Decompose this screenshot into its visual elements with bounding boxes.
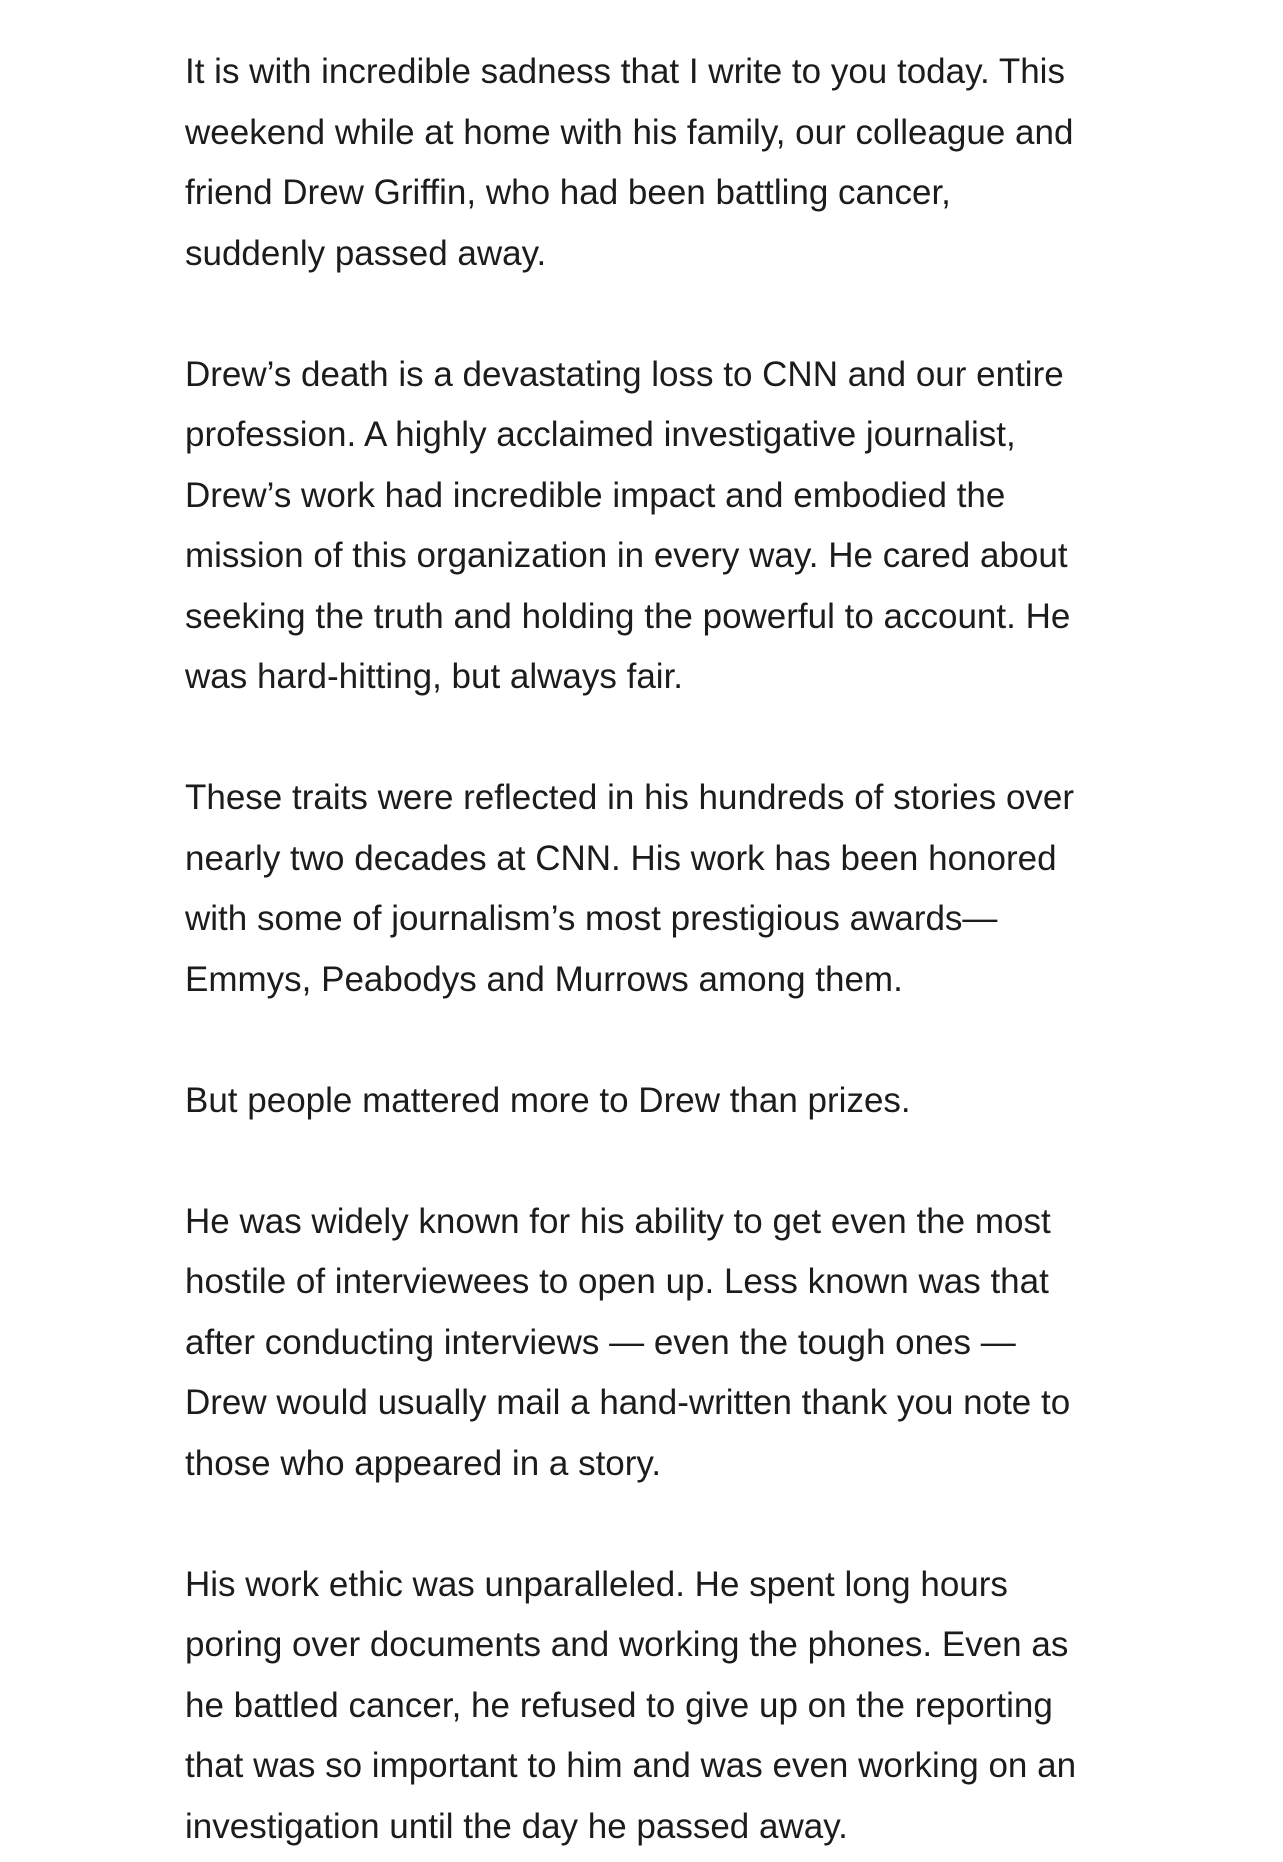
text-line: Drew would usually mail a hand-written thank you note to: [185, 1383, 1071, 1422]
paragraph-1: [185, 42, 1125, 284]
text-line: profession. A highly acclaimed investigative journalist,: [185, 415, 1016, 454]
text-line: poring over documents and working the phones. Even as: [185, 1625, 1069, 1664]
paragraph-6: [185, 1555, 1125, 1858]
text-line: It is with incredible sadness that I write to you today. This: [185, 52, 1065, 91]
text-line: was hard-hitting, but always fair.: [185, 657, 684, 696]
text-line: hostile of interviewees to open up. Less known was that: [185, 1262, 1049, 1301]
text-line: those who appeared in a story.: [185, 1443, 662, 1483]
paragraph-3: [185, 768, 1125, 1010]
text-line: mission of this organization in every way. He cared about: [185, 536, 1068, 575]
text-line: His work ethic was unparalleled. He spent long hours: [185, 1564, 1008, 1604]
text-line: after conducting interviews — even the tough ones —: [185, 1322, 1016, 1362]
memo-body: [185, 42, 1125, 1857]
text-line: that was so important to him and was even working on an: [185, 1746, 1077, 1785]
text-line: friend Drew Griffin, who had been battling cancer,: [185, 173, 951, 212]
text-line: he battled cancer, he refused to give up on the reporting: [185, 1685, 1053, 1725]
text-line: Drew’s death is a devastating loss to CNN and our entire: [185, 354, 1064, 394]
text-line: nearly two decades at CNN. His work has been honored: [185, 838, 1057, 878]
paragraph-5: [185, 1192, 1125, 1495]
text-line: seeking the truth and holding the powerful to account. He: [185, 596, 1071, 636]
text-line: suddenly passed away.: [185, 233, 547, 273]
text-line: He was widely known for his ability to get even the most: [185, 1201, 1051, 1241]
paragraph-2: [185, 345, 1125, 708]
text-line: But people mattered more to Drew than prizes.: [185, 1080, 911, 1120]
text-line: These traits were reflected in his hundreds of stories over: [185, 778, 1075, 817]
paragraph-4: [185, 1071, 1125, 1132]
text-line: investigation until the day he passed away.: [185, 1806, 848, 1846]
text-line: with some of journalism’s most prestigious awards—: [185, 899, 998, 938]
text-line: weekend while at home with his family, our colleague and: [185, 112, 1074, 152]
text-line: Drew’s work had incredible impact and embodied the: [185, 475, 1006, 515]
text-line: Emmys, Peabodys and Murrows among them.: [185, 959, 903, 999]
